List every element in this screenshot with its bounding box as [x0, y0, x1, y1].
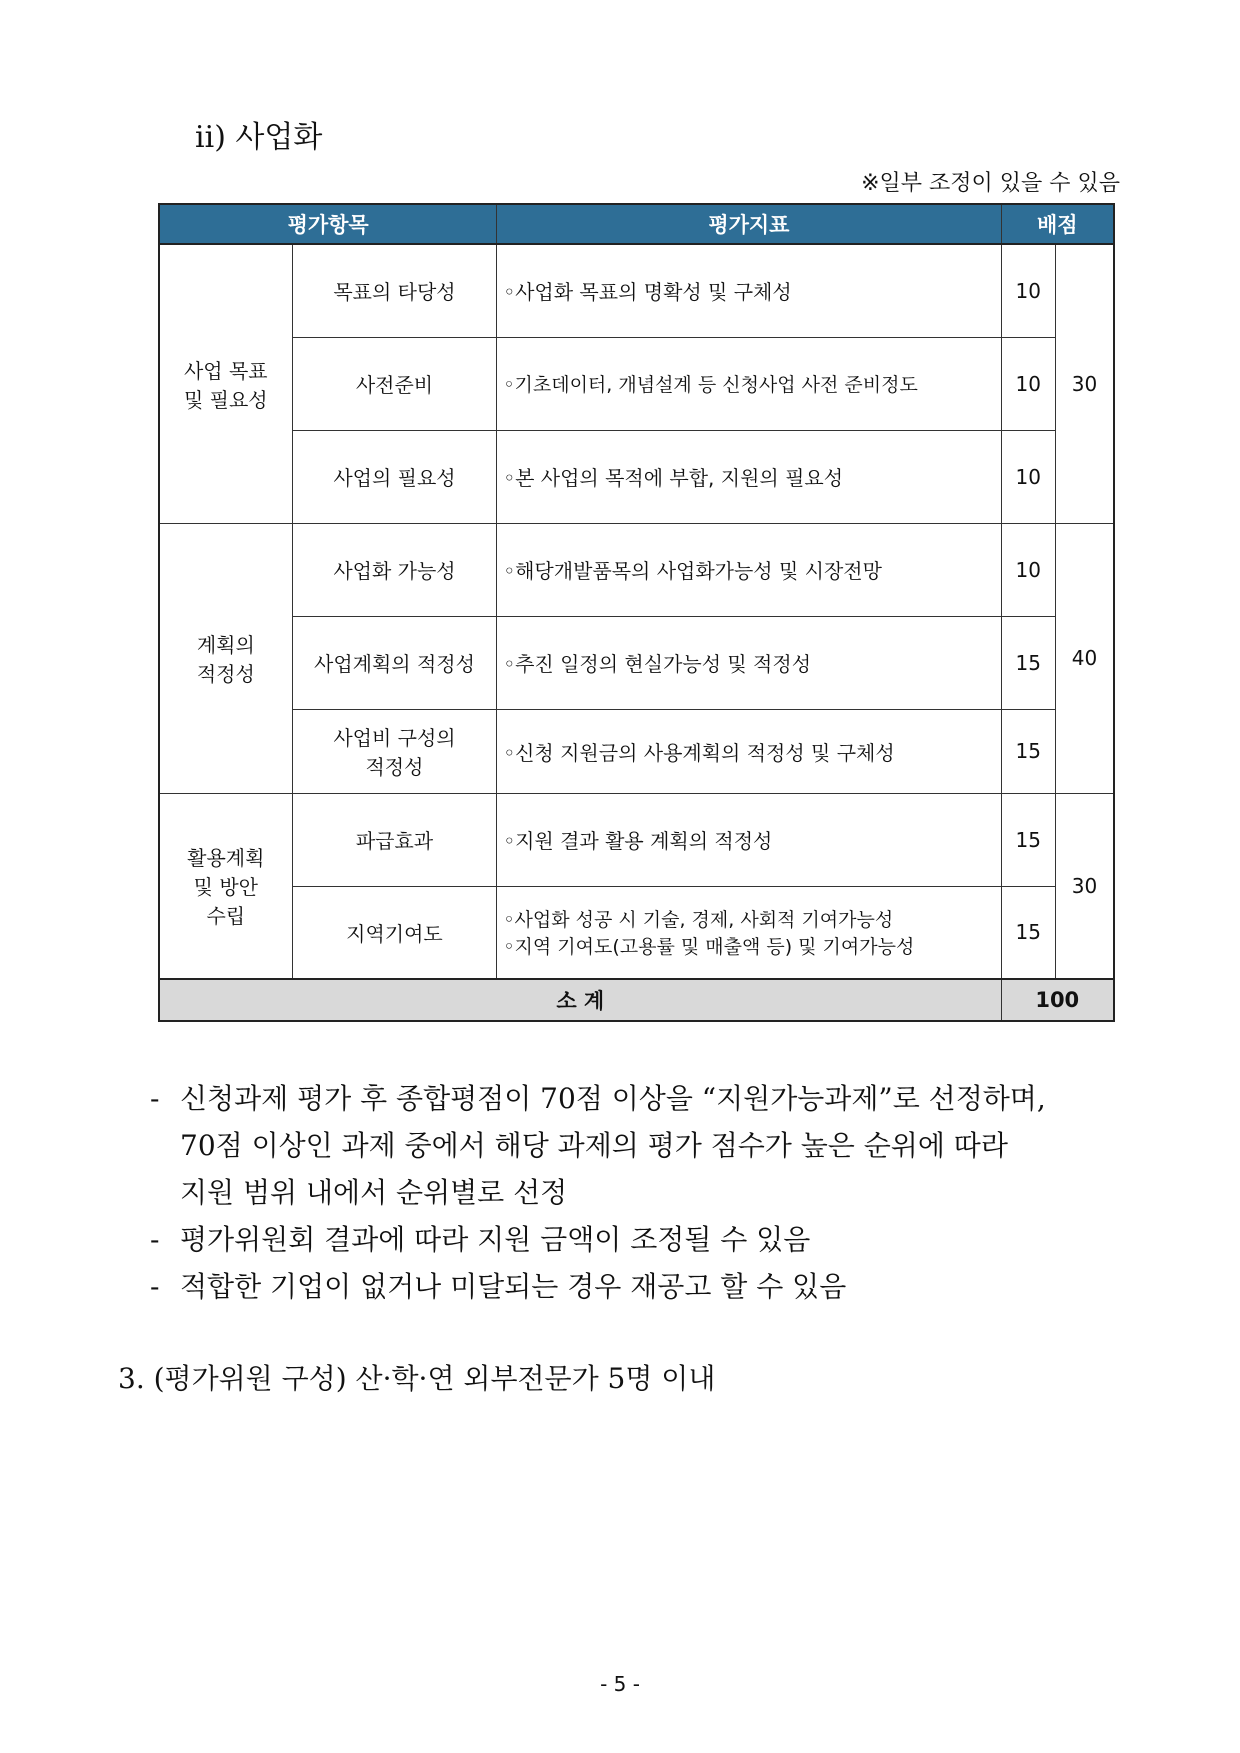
group-total-cell: 30	[1055, 793, 1114, 979]
item-cell: 사업비 구성의 적정성	[292, 709, 497, 793]
group-total-cell: 30	[1055, 244, 1114, 523]
table-row	[159, 337, 1114, 430]
indicator-line: ◦사업화 성공 시 기술, 경제, 사회적 기여가능성	[503, 909, 894, 932]
table-header-row	[159, 204, 1114, 244]
header-category: 평가항목	[159, 204, 497, 244]
indicator-cell: ◦추진 일정의 현실가능성 및 적정성	[497, 616, 1001, 709]
table-row	[159, 523, 1114, 616]
score-cell: 10	[1001, 337, 1055, 430]
indicator-line: ◦지역 기여도(고용률 및 매출액 등) 및 기여가능성	[503, 936, 915, 959]
category-cell: 활용계획 및 방안 수립	[159, 793, 292, 979]
dash-marker: -	[150, 1082, 160, 1115]
indicator-cell: ◦본 사업의 목적에 부합, 지원의 필요성	[497, 430, 1001, 523]
table-row	[159, 244, 1114, 337]
table-row	[159, 886, 1114, 979]
list-item	[150, 1263, 1125, 1310]
score-cell: 15	[1001, 616, 1055, 709]
item-cell: 사업화 가능성	[292, 523, 497, 616]
item-cell: 목표의 타당성	[292, 244, 497, 337]
table-row	[159, 430, 1114, 523]
evaluation-table	[158, 203, 1115, 1022]
item-cell: 지역기여도	[292, 886, 497, 979]
score-cell: 10	[1001, 244, 1055, 337]
indicator-cell	[497, 886, 1001, 979]
adjustment-note: ※일부 조정이 있을 수 있음	[861, 171, 1120, 196]
indicator-cell: ◦해당개발품목의 사업화가능성 및 시장전망	[497, 523, 1001, 616]
score-cell: 15	[1001, 793, 1055, 886]
table-row	[159, 616, 1114, 709]
list-line: 적합한 기업이 없거나 미달되는 경우 재공고 할 수 있음	[180, 1270, 847, 1303]
section-3-heading: 3. (평가위원 구성) 산·학·연 외부전문가 5명 이내	[118, 1362, 716, 1395]
subtotal-value: 100	[1001, 979, 1114, 1021]
item-cell: 사업계획의 적정성	[292, 616, 497, 709]
table-row	[159, 709, 1114, 793]
subtotal-row	[159, 979, 1114, 1021]
group-total-cell: 40	[1055, 523, 1114, 793]
dash-marker: -	[150, 1223, 160, 1256]
score-cell: 15	[1001, 709, 1055, 793]
score-cell: 15	[1001, 886, 1055, 979]
score-cell: 10	[1001, 523, 1055, 616]
header-indicator: 평가지표	[497, 204, 1001, 244]
item-cell: 사전준비	[292, 337, 497, 430]
list-line: 신청과제 평가 후 종합평점이 70점 이상을 “지원가능과제”로 선정하며,	[180, 1082, 1046, 1115]
indicator-cell: ◦사업화 목표의 명확성 및 구체성	[497, 244, 1001, 337]
list-line: 지원 범위 내에서 순위별로 선정	[180, 1176, 568, 1209]
section-heading: ⅱ) 사업화	[195, 120, 323, 155]
notes-list	[150, 1075, 1125, 1310]
indicator-cell: ◦신청 지원금의 사용계획의 적정성 및 구체성	[497, 709, 1001, 793]
item-cell: 사업의 필요성	[292, 430, 497, 523]
subtotal-label: 소 계	[159, 979, 1001, 1021]
indicator-cell: ◦기초데이터, 개념설계 등 신청사업 사전 준비정도	[497, 337, 1001, 430]
score-cell: 10	[1001, 430, 1055, 523]
page-number: - 5 -	[600, 1672, 640, 1696]
list-item	[150, 1075, 1125, 1216]
header-score: 배점	[1001, 204, 1114, 244]
category-cell: 사업 목표 및 필요성	[159, 244, 292, 523]
list-line: 평가위원회 결과에 따라 지원 금액이 조정될 수 있음	[180, 1223, 811, 1256]
table-row	[159, 793, 1114, 886]
category-cell: 계획의 적정성	[159, 523, 292, 793]
indicator-cell: ◦지원 결과 활용 계획의 적정성	[497, 793, 1001, 886]
list-line: 70점 이상인 과제 중에서 해당 과제의 평가 점수가 높은 순위에 따라	[180, 1129, 1008, 1162]
dash-marker: -	[150, 1270, 160, 1303]
list-item	[150, 1216, 1125, 1263]
item-cell: 파급효과	[292, 793, 497, 886]
